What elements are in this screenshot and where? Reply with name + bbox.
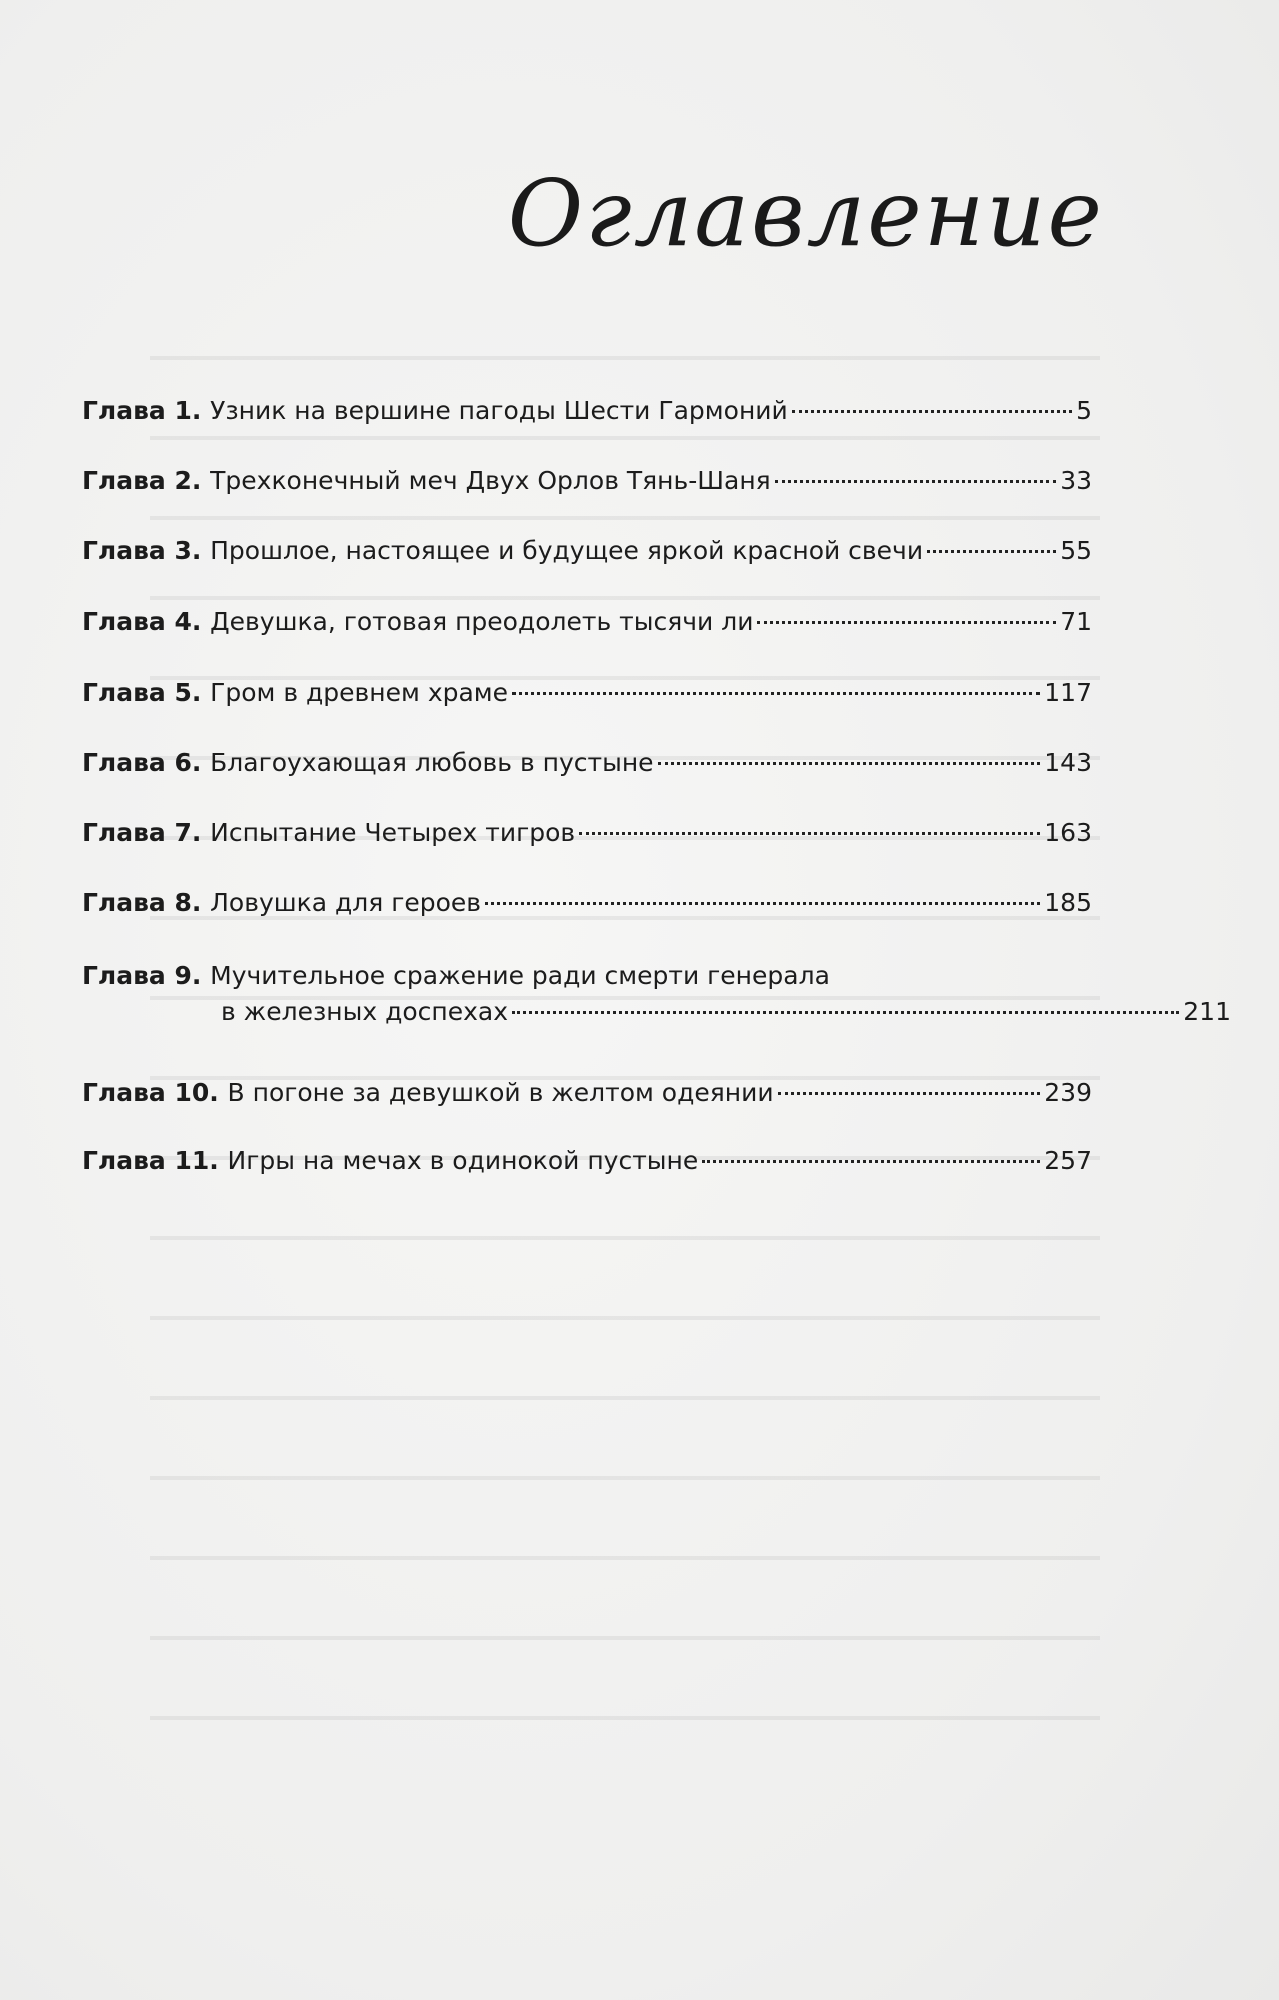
dot-leader	[775, 480, 1056, 483]
chapter-number: Глава 11.	[82, 1146, 219, 1175]
toc-entry[interactable]	[82, 1075, 1092, 1111]
toc-entry[interactable]	[82, 604, 1092, 640]
chapter-number: Глава 3.	[82, 536, 202, 565]
toc-entry[interactable]	[82, 675, 1092, 711]
toc-entry[interactable]	[82, 885, 1092, 921]
toc-entry[interactable]	[82, 463, 1092, 499]
chapter-title-continuation: в железных доспехах	[221, 997, 509, 1026]
toc-entry[interactable]	[82, 393, 1092, 429]
chapter-title: Благоухающая любовь в пустыне	[210, 748, 654, 777]
chapter-title: Девушка, готовая преодолеть тысячи ли	[210, 607, 754, 636]
page-title: Оглавление	[507, 160, 1104, 267]
toc-entry[interactable]	[82, 745, 1092, 781]
dot-leader	[702, 1160, 1040, 1163]
chapter-number: Глава 1.	[82, 396, 202, 425]
chapter-title: Узник на вершине пагоды Шести Гармоний	[210, 396, 788, 425]
page-number: 239	[1044, 1078, 1092, 1107]
dot-leader	[757, 621, 1056, 624]
chapter-title: Ловушка для героев	[210, 888, 482, 917]
dot-leader	[512, 1011, 1179, 1014]
page-number: 55	[1060, 536, 1092, 565]
page-number: 33	[1060, 466, 1092, 495]
chapter-title: В погоне за девушкой в желтом одеянии	[227, 1078, 774, 1107]
dot-leader	[927, 550, 1056, 553]
dot-leader	[579, 832, 1040, 835]
chapter-number: Глава 4.	[82, 607, 202, 636]
toc-entry[interactable]	[82, 1143, 1092, 1179]
chapter-number: Глава 5.	[82, 678, 202, 707]
chapter-title: Трехконечный меч Двух Орлов Тянь-Шаня	[210, 466, 771, 495]
toc-entry[interactable]	[82, 533, 1092, 569]
dot-leader	[658, 762, 1041, 765]
toc-entry[interactable]	[82, 958, 1231, 1030]
chapter-number: Глава 6.	[82, 748, 202, 777]
page-number: 211	[1183, 997, 1231, 1026]
dot-leader	[485, 902, 1040, 905]
chapter-title: Испытание Четырех тигров	[210, 818, 576, 847]
page-number: 117	[1044, 678, 1092, 707]
dot-leader	[512, 692, 1040, 695]
page-number: 185	[1044, 888, 1092, 917]
chapter-title: Прошлое, настоящее и будущее яркой красной свечи	[210, 536, 924, 565]
page-number: 5	[1076, 396, 1092, 425]
chapter-number: Глава 2.	[82, 466, 202, 495]
page-number: 143	[1044, 748, 1092, 777]
dot-leader	[778, 1092, 1041, 1095]
page-number: 257	[1044, 1146, 1092, 1175]
dot-leader	[792, 410, 1072, 413]
chapter-title: Мучительное сражение ради смерти генерала	[210, 961, 830, 990]
chapter-title: Гром в древнем храме	[210, 678, 509, 707]
chapter-title: Игры на мечах в одинокой пустыне	[227, 1146, 699, 1175]
chapter-number: Глава 10.	[82, 1078, 219, 1107]
chapter-number: Глава 9.	[82, 961, 202, 990]
toc-entry[interactable]	[82, 815, 1092, 851]
page-number: 71	[1060, 607, 1092, 636]
page-number: 163	[1044, 818, 1092, 847]
chapter-number: Глава 7.	[82, 818, 202, 847]
chapter-number: Глава 8.	[82, 888, 202, 917]
